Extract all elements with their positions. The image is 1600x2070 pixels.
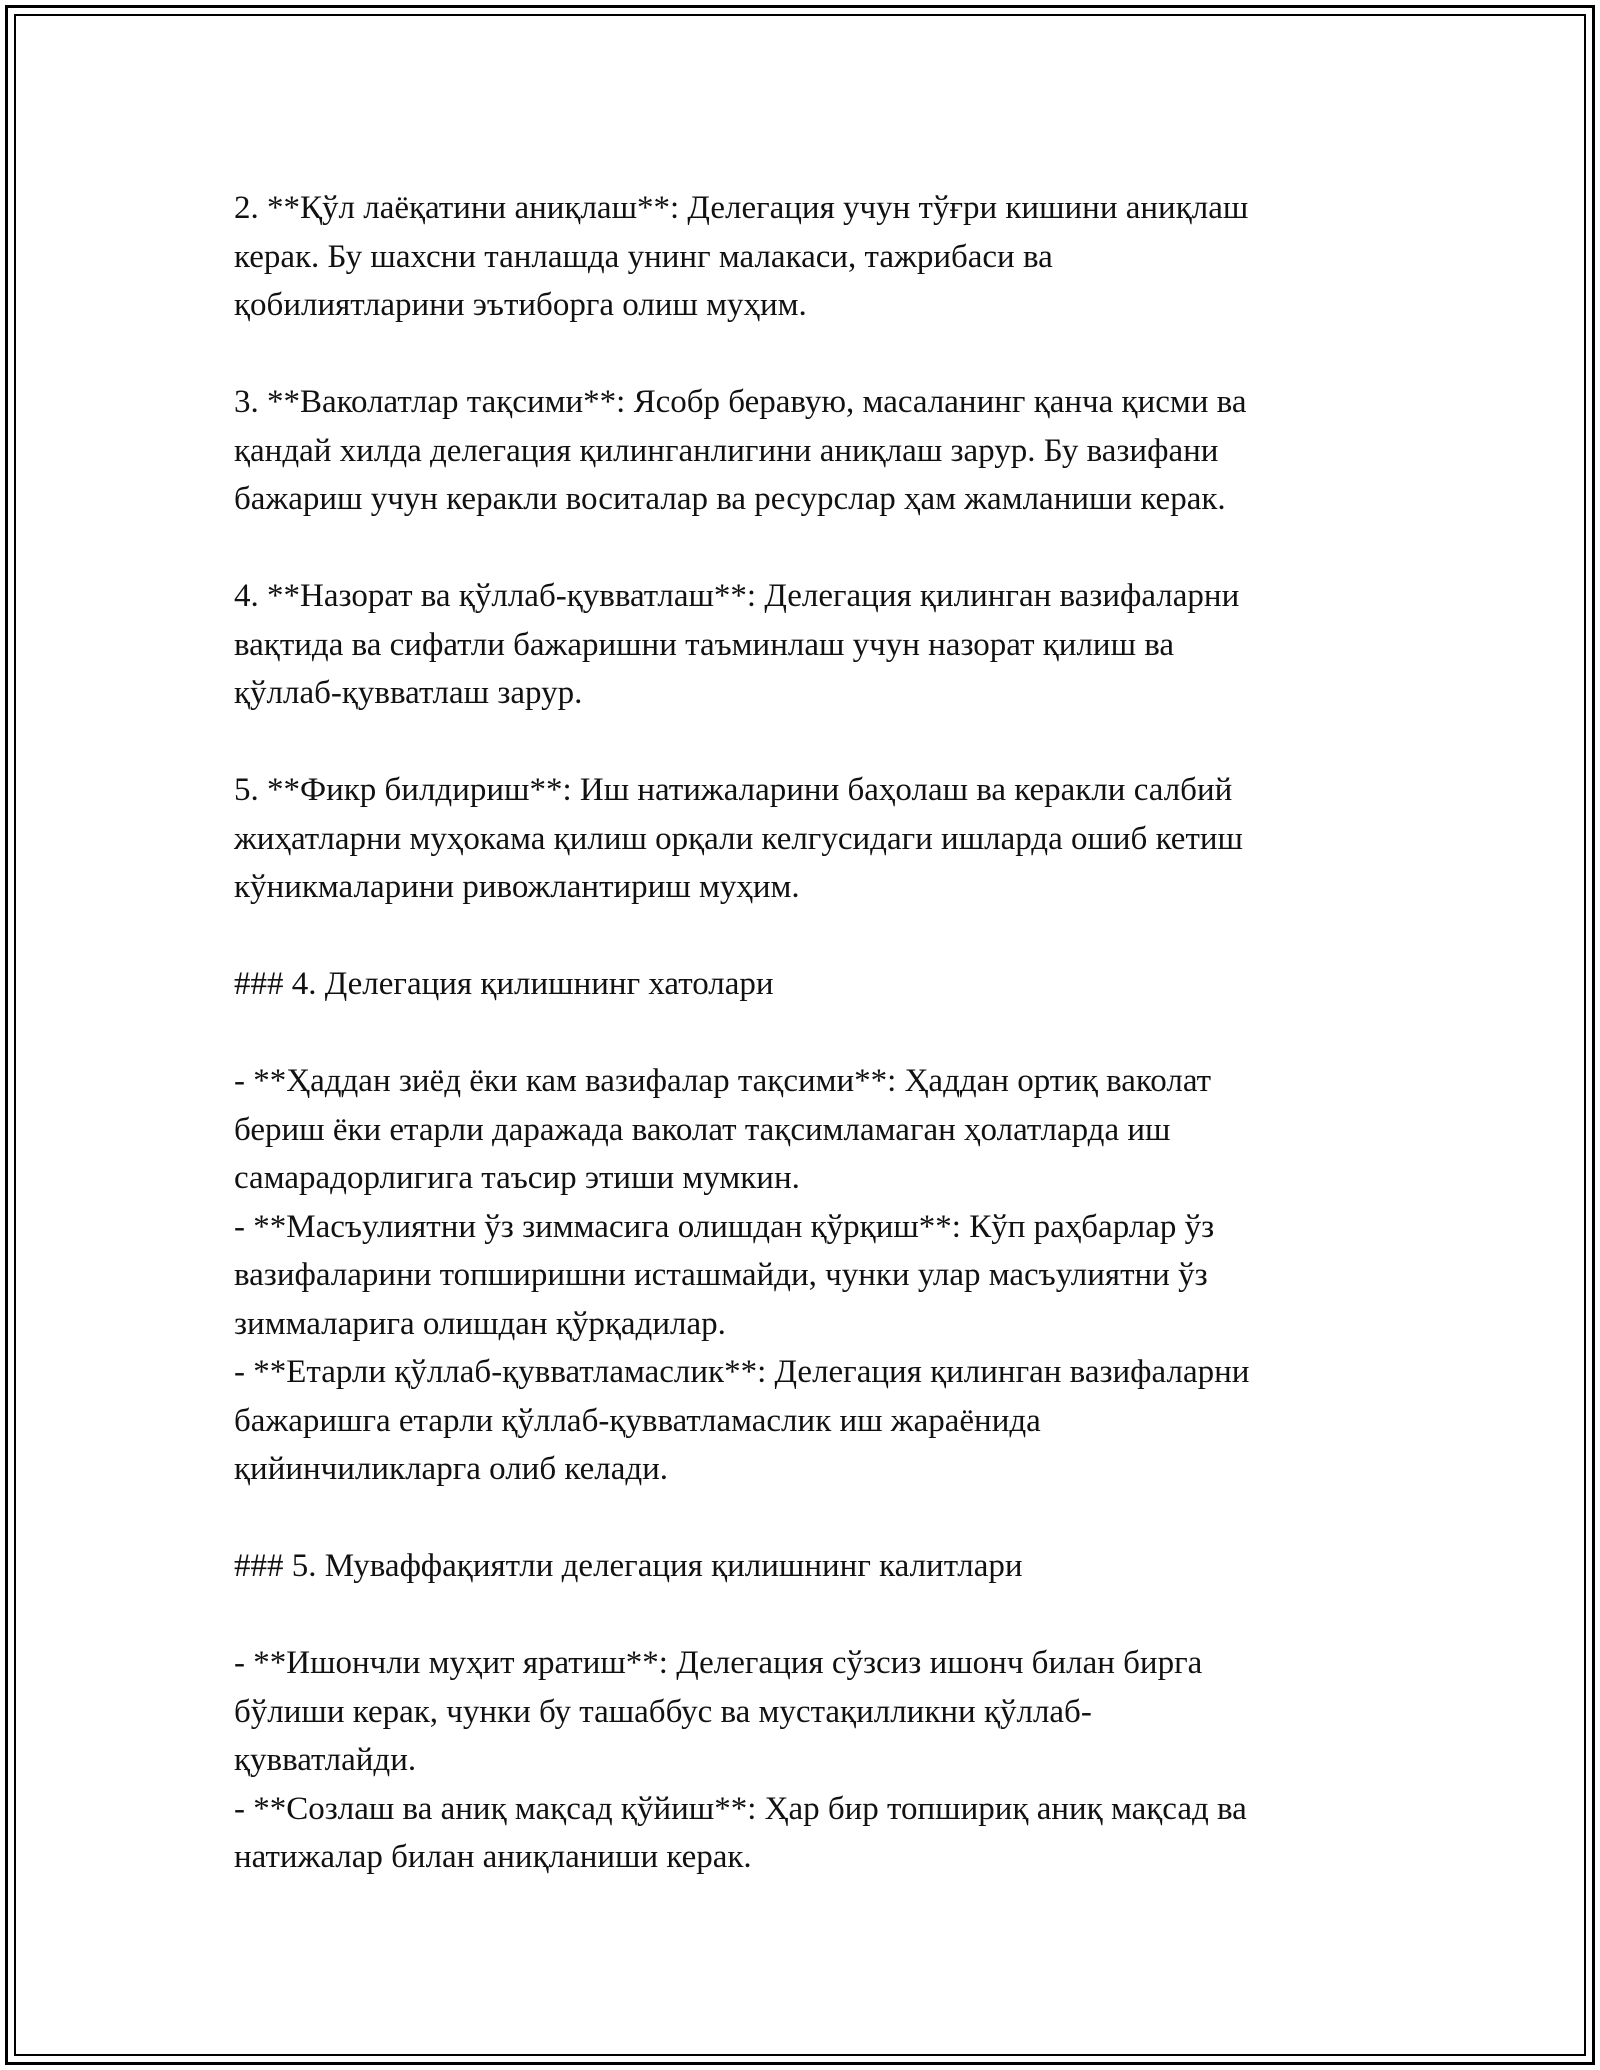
text-line: қийинчиликларга олиб келади.: [234, 1451, 669, 1487]
paragraph-item-3: [234, 378, 1374, 524]
text-line: зиммаларига олишдан қўрқадилар.: [234, 1305, 726, 1342]
text-line: - **Етарли қўллаб-қувватламаслик**: Делегация қилинган вазифаларни: [234, 1354, 1250, 1390]
heading-line: ### 5. Муваффақиятли делегация қилишнинг калитлари: [234, 1548, 1023, 1584]
text-line: бўлиши керак, чунки бу ташаббус ва мустақилликни қўллаб-: [234, 1693, 1092, 1730]
document-body: [234, 184, 1374, 1882]
section-heading-4: [234, 960, 1374, 1009]
section-heading-5: [234, 1542, 1374, 1591]
text-line: 2. **Қўл лаёқатини аниқлаш**: Делегация учун тўғри кишини аниқлаш: [234, 190, 1249, 226]
paragraph-item-5: [234, 766, 1374, 912]
text-line: қобилиятларини эътиборга олиш муҳим.: [234, 287, 807, 323]
text-line: самарадорлигига таъсир этиши мумкин.: [234, 1160, 800, 1196]
text-line: 5. **Фикр билдириш**: Иш натижаларини баҳолаш ва керакли салбий: [234, 772, 1233, 808]
text-line: қандай хилда делегация қилинганлигини аниқлаш зарур. Бу вазифани: [234, 432, 1219, 469]
bullet-list-mistakes: [234, 1057, 1374, 1494]
text-line: вақтида ва сифатли бажаришни таъминлаш учун назорат қилиш ва: [234, 626, 1175, 663]
text-line: бажариш учун керакли воситалар ва ресурслар ҳам жамланиши керак.: [234, 481, 1226, 517]
text-line: - **Ҳаддан зиёд ёки кам вазифалар тақсими**: Ҳаддан ортиқ ваколат: [234, 1063, 1212, 1099]
text-line: натижалар билан аниқланиши керак.: [234, 1839, 752, 1875]
paragraph-item-4: [234, 572, 1374, 718]
text-line: кўникмаларини ривожлантириш муҳим.: [234, 869, 800, 905]
text-line: бериш ёки етарли даражада ваколат тақсимламаган ҳолатларда иш: [234, 1111, 1171, 1148]
text-line: вазифаларини топширишни исташмайди, чунки улар масъулиятни ўз: [234, 1257, 1208, 1293]
bullet-list-keys: [234, 1639, 1374, 1882]
text-line: қувватлайди.: [234, 1742, 417, 1778]
heading-line: ### 4. Делегация қилишнинг хатолари: [234, 966, 774, 1002]
text-line: керак. Бу шахсни танлашда унинг малакаси, тажрибаси ва: [234, 238, 1053, 275]
text-line: қўллаб-қувватлаш зарур.: [234, 675, 583, 711]
paragraph-item-2: [234, 184, 1374, 330]
text-line: 3. **Ваколатлар тақсими**: Ясобр беравую, масаланинг қанча қисми ва: [234, 384, 1247, 420]
text-line: бажаришга етарли қўллаб-қувватламаслик иш жараёнида: [234, 1402, 1041, 1439]
text-line: - **Созлаш ва аниқ мақсад қўйиш**: Ҳар бир топшириқ аниқ мақсад ва: [234, 1790, 1247, 1827]
text-line: - **Ишончли муҳит яратиш**: Делегация сўзсиз ишонч билан бирга: [234, 1645, 1203, 1681]
text-line: - **Масъулиятни ўз зиммасига олишдан қўрқиш**: Кўп раҳбарлар ўз: [234, 1208, 1215, 1245]
text-line: 4. **Назорат ва қўллаб-қувватлаш**: Делегация қилинган вазифаларни: [234, 578, 1240, 614]
text-line: жиҳатларни муҳокама қилиш орқали келгусидаги ишларда ошиб кетиш: [234, 820, 1243, 857]
